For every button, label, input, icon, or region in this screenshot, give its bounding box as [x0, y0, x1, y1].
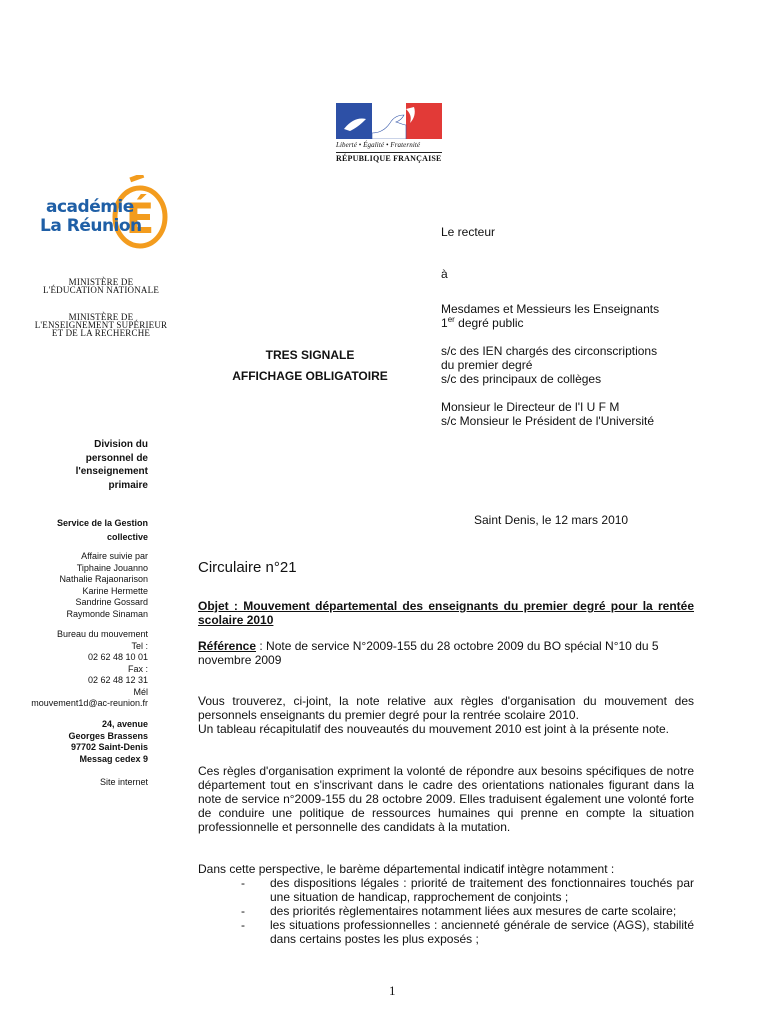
reference-text: : Note de service N°2009-155 du 28 octobre 2009 du BO spécial N°10 du 5 novembre 2009 — [198, 639, 659, 667]
paragraph-3: Dans cette perspective, le barème départemental indicatif intègre notamment : — [198, 862, 615, 876]
fax-label: Fax : — [127, 663, 148, 674]
marianne-profile-icon — [336, 103, 442, 139]
contact-name: Sandrine Gossard — [75, 597, 148, 607]
bullet-item — [198, 904, 694, 918]
signale-block — [210, 345, 410, 387]
rf-name: RÉPUBLIQUE FRANÇAISE — [336, 154, 442, 163]
tel-value: 02 62 48 10 01 — [87, 652, 148, 662]
marianne-flag-icon — [336, 103, 442, 139]
bullet-item — [198, 918, 694, 946]
signale-title: TRES SIGNALE — [265, 348, 355, 362]
address-line: 24, avenue — [101, 719, 148, 729]
paragraph-1b: Un tableau récapitulatif des nouveautés du mouvement 2010 est joint à la présente note. — [198, 722, 669, 736]
bullet-text: des dispositions légales : priorité de traitement des fonctionnaires touchés par une situation de handicap, rapprochement de conjoints ; — [270, 876, 694, 904]
division-line: Division du — [94, 439, 148, 450]
letter-date: Saint Denis, le 12 mars 2010 — [474, 513, 629, 527]
bullet-text: des priorités règlementaires notamment liées aux mesures de carte scolaire; — [270, 904, 677, 918]
degree-number: 1 — [441, 316, 448, 330]
ministry-2-line-1: MINISTÈRE DE — [68, 312, 134, 322]
recipient-line: s/c Monsieur le Président de l'Université — [441, 414, 655, 428]
sender: Le recteur — [441, 225, 496, 239]
bullet-text: les situations professionnelles : ancienneté générale de service (AGS), stabilité dans certains postes les plus exposés ; — [270, 918, 694, 946]
recipients-block-2 — [441, 344, 657, 386]
service-line: Service de la Gestion — [56, 518, 148, 528]
division-line: l'enseignement — [75, 466, 148, 477]
degree-rest: degré public — [454, 316, 524, 330]
ministry-1-line-1: MINISTÈRE DE — [68, 277, 134, 287]
bullet-list — [198, 876, 694, 946]
division-block — [38, 438, 148, 492]
contacts-block — [38, 551, 148, 620]
ministry-2-line-2: L'ENSEIGNEMENT SUPÉRIEUR — [34, 320, 168, 330]
svg-text:É: É — [125, 194, 155, 243]
ministry-2-line-3: ET DE LA RECHERCHE — [51, 328, 151, 338]
degree-sup: er — [447, 315, 455, 324]
affichage-obligatoire: AFFICHAGE OBLIGATOIRE — [232, 369, 388, 383]
ministry-higher-education — [22, 313, 180, 337]
division-line: primaire — [108, 479, 148, 491]
address-line: 97702 Saint-Denis — [70, 742, 148, 752]
bullet-dash: - — [241, 904, 245, 918]
address-block — [38, 719, 148, 765]
contact-name: Raymonde Sinaman — [66, 608, 148, 619]
recipient-line: Monsieur le Directeur de l'I U F M — [441, 400, 620, 414]
objet-block — [198, 599, 694, 627]
address-line: Messag cedex 9 — [79, 753, 148, 764]
rf-motto: Liberté • Égalité • Fraternité — [336, 141, 421, 149]
site-internet-link[interactable]: Site internet — [99, 777, 148, 787]
bullet-dash: - — [241, 876, 245, 890]
recipient-line: du premier degré — [441, 358, 533, 372]
bullet-item — [198, 876, 694, 904]
paragraph-1a: Vous trouverez, ci-joint, la note relative aux règles d'organisation du mouvement des personnels enseignants du premier degré pour la rentrée scolaire 2010. — [198, 694, 694, 722]
rf-divider — [336, 152, 442, 153]
recipient-line — [441, 316, 659, 330]
division-line: personnel de — [85, 452, 148, 464]
recipient-line: Mesdames et Messieurs les Enseignants — [441, 302, 660, 316]
contact-name: Karine Hermette — [82, 585, 148, 596]
page-number: 1 — [389, 983, 396, 998]
ministry-education — [36, 278, 166, 294]
bureau-label: Bureau du mouvement — [56, 629, 148, 639]
recipient-line: s/c des principaux de collèges — [441, 372, 602, 386]
reference-block — [198, 639, 694, 667]
mel-label: Mél — [133, 686, 148, 697]
bullet-dash: - — [241, 918, 245, 932]
republique-francaise-logo — [336, 103, 444, 165]
reference-label: Référence — [198, 639, 257, 653]
objet-label: Objet : — [198, 599, 238, 613]
recipient-to: à — [441, 267, 448, 281]
service-block — [38, 516, 148, 544]
circulaire-title: Circulaire n°21 — [198, 559, 297, 576]
affaire-label: Affaire suivie par — [81, 551, 148, 561]
ministry-1-line-2: L'ÉDUCATION NATIONALE — [42, 285, 160, 295]
contact-name: Tiphaine Jouanno — [76, 562, 148, 573]
recipients-block-3 — [441, 400, 654, 428]
academie-word: académie — [46, 197, 134, 217]
paragraph-1 — [198, 694, 694, 736]
recipient-line: s/c des IEN chargés des circonscriptions — [441, 344, 658, 358]
tel-label: Tel : — [131, 640, 148, 651]
bureau-block — [10, 629, 148, 710]
recipients-block-1 — [441, 302, 659, 330]
academie-logo — [40, 175, 170, 255]
email-link[interactable]: mouvement1d@ac-reunion.fr — [31, 698, 148, 708]
academie-region: La Réunion — [40, 216, 142, 236]
fax-value: 02 62 48 12 31 — [87, 675, 148, 685]
objet-text: Mouvement départemental des enseignants du premier degré pour la rentée scolaire 2010 — [198, 599, 695, 627]
address-line: Georges Brassens — [68, 730, 148, 741]
contact-name: Nathalie Rajaonarison — [59, 574, 148, 584]
service-line: collective — [106, 532, 148, 542]
paragraph-2: Ces règles d'organisation expriment la volonté de répondre aux besoins spécifiques de notre département tout en s'inscrivant dans le cadre des orientations nationales figurant dans la note de service n°2009-155 du 28 octobre 2009. Elles traduisent également une volonté forte de conduire une politique de ressources humaines qui prenne en compte la situation professionnelle et personnelle des candidats à la mutation. — [198, 764, 694, 834]
